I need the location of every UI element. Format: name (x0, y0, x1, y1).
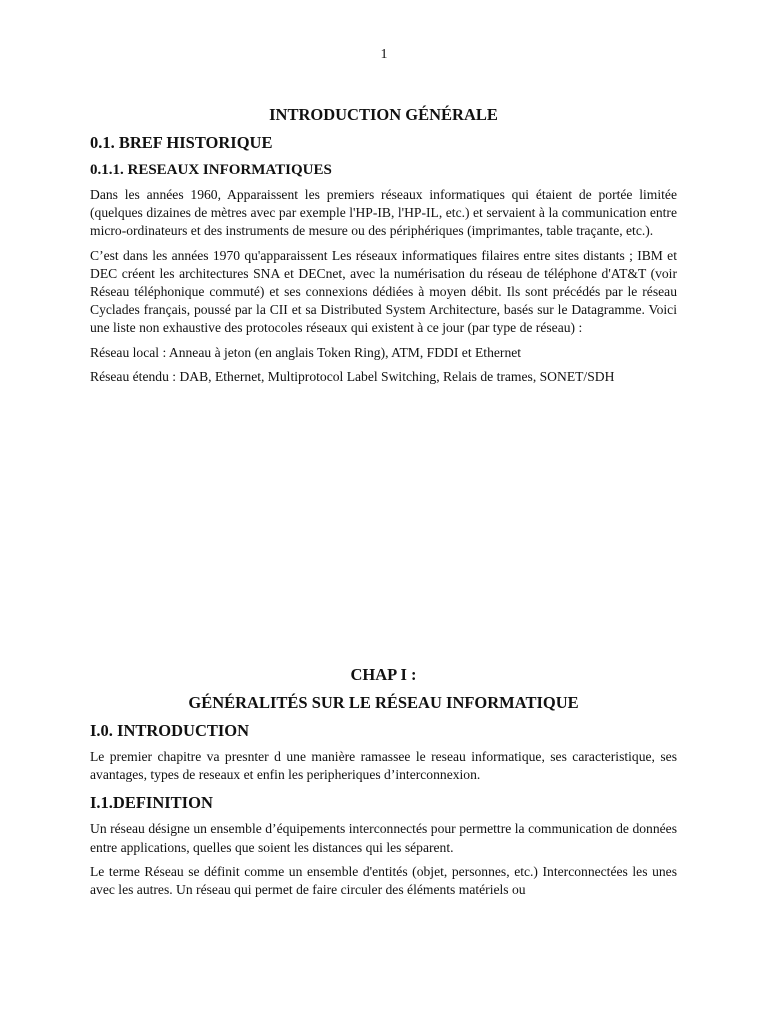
subsection-heading-reseaux: 0.1.1. RESEAUX INFORMATIQUES (90, 162, 332, 178)
chapter-one-section (90, 664, 677, 899)
definition-paragraph-2: Le terme Réseau se définit comme un ensemble d'entités (objet, personnes, etc.) Interconnectées les unes avec les autres. Un réseau qui permet de faire circuler des éléments matériels ou (90, 863, 677, 898)
chapter-introduction-heading: I.0. INTRODUCTION (90, 721, 250, 740)
wide-network-line: Réseau étendu : DAB, Ethernet, Multiprotocol Label Switching, Relais de trames, SONET/SDH (90, 368, 615, 384)
chapter-title: GÉNÉRALITÉS SUR LE RÉSEAU INFORMATIQUE (188, 693, 579, 712)
section-heading-historique: 0.1. BREF HISTORIQUE (90, 133, 273, 152)
chapter-introduction-text: Le premier chapitre va presnter d une manière ramassee le reseau informatique, ses caracteristique, ses avantages, types de reseaux et enfin les peripheriques d’interconnexion. (90, 749, 677, 783)
introduction-title: INTRODUCTION GÉNÉRALE (269, 105, 498, 124)
definition-paragraph-1: Un réseau désigne un ensemble d’équipements interconnectés pour permettre la communication de données entre applications, quelles que soient les distances qui les séparent. (90, 821, 677, 855)
paragraph-1970s: C’est dans les années 1970 qu'apparaissent Les réseaux informatiques filaires entre sites distants ; IBM et DEC créent les architectures SNA et DECnet, avec la numérisation du réseau de téléphone d'AT&T (voir Réseau téléphonique commuté) et ses connexions dédiées à moyen débit. Ils sont précédés par le réseau Cyclades français, poussé par la CII et sa Distributed System Architecture, basés sur le Datagramme. Voici une liste non exhaustive des protocoles réseaux qui existent à ce jour (par type de réseau) : (90, 247, 677, 336)
introduction-section (90, 104, 677, 386)
paragraph-1960s: Dans les années 1960, Apparaissent les premiers réseaux informatiques qui étaient de portée limitée (quelques dizaines de mètres avec par exemple l'HP-IB, l'HP-IL, etc.) et servaient à la communication entre micro-ordinateurs et des instruments de mesure ou des périphériques (imprimantes, table traçante, etc.). (90, 187, 677, 239)
chapter-label: CHAP I : (350, 665, 417, 684)
local-network-line: Réseau local : Anneau à jeton (en anglais Token Ring), ATM, FDDI et Ethernet (90, 344, 522, 360)
page-number: 1 (380, 47, 388, 62)
definition-heading: I.1.DEFINITION (90, 793, 213, 813)
